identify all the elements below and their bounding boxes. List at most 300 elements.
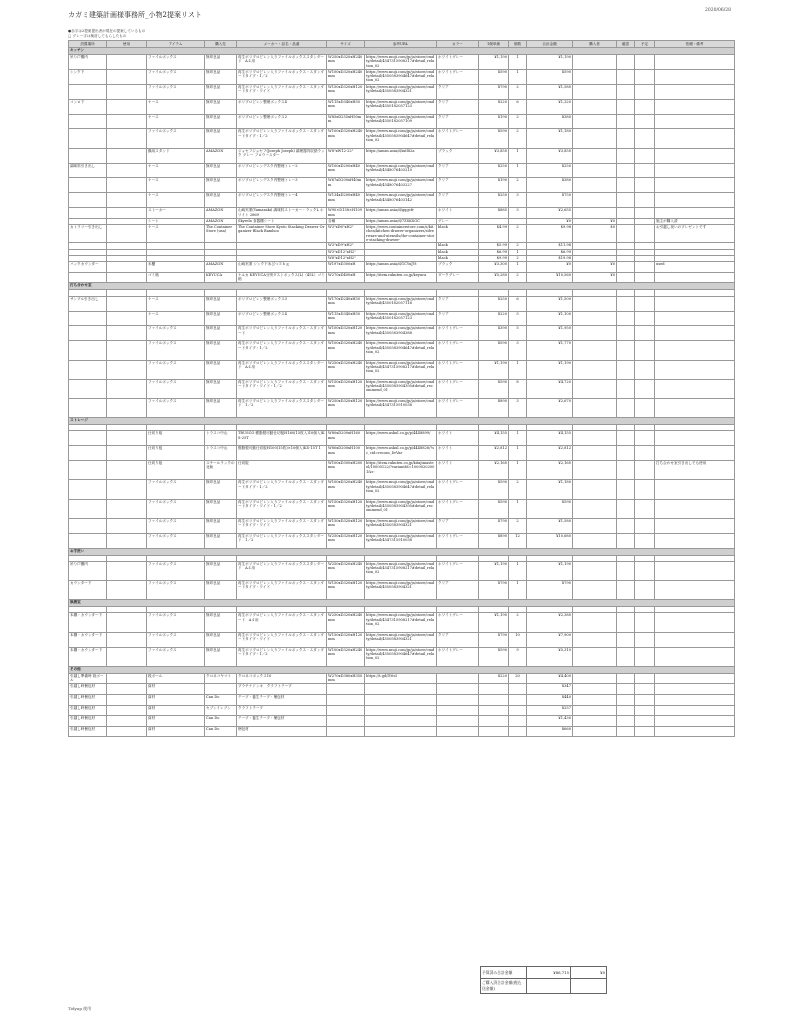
cell-use [107, 262, 147, 273]
cell-total: ¥1,190 [527, 561, 573, 580]
cell-qty: 1 [509, 69, 527, 84]
column-header: カラー [437, 41, 479, 48]
cell-place: サンプル引き出し [69, 296, 107, 311]
total-purchased-value [527, 979, 571, 994]
cell-url[interactable]: https://www.muji.com/jp/ja/store/cmdty/detail/4550182057109 [365, 114, 437, 129]
cell-use [107, 684, 147, 695]
cell-url[interactable]: https://www.muji.com/jp/ja/store/cmdty/detail/4547315908217#detail_relation_02 [365, 561, 437, 580]
cell-buyer [573, 580, 617, 599]
cell-place: 引越し時梱包材 [69, 705, 107, 716]
cell-product: 再生ポリプロピレン入りファイルボックス・スタンダードタイプ・ワイド・1／2 [237, 499, 327, 518]
cell-product: 再生ポリプロピレン入りファイルボックス・スタンダードタイプ・ワイド [237, 632, 327, 647]
cell-place [69, 193, 107, 208]
cell-buyer [573, 178, 617, 193]
cell-memo [655, 148, 735, 163]
table-row [69, 69, 735, 84]
cell-shop: 無印良品 [205, 580, 237, 599]
cell-place: 引越し時梱包材 [69, 694, 107, 705]
table-row [69, 580, 735, 599]
cell-url[interactable]: https://www.muji.com/jp/ja/store/cmdty/detail/4550583904647#detail_relation_02 [365, 647, 437, 666]
cell-qty [509, 705, 527, 716]
cell-item: ケース [147, 311, 205, 326]
table-row [69, 726, 735, 737]
cell-url[interactable]: https://www.muji.com/jp/ja/store/cmdty/detail/4550182057123 [365, 99, 437, 114]
cell-plan [635, 647, 655, 666]
cell-use [107, 533, 147, 548]
cell-place [69, 84, 107, 99]
cell-unit: ¥3,850 [479, 148, 509, 163]
cell-total: ¥0 [527, 218, 573, 224]
table-row [69, 632, 735, 647]
cell-use [107, 461, 147, 480]
cell-total: ¥4,400 [527, 673, 573, 684]
cell-item: ケース [147, 178, 205, 193]
cell-plan [635, 129, 655, 148]
cell-qty: 5 [509, 326, 527, 341]
cell-size: W250xD320xH240mm [327, 613, 365, 632]
cell-plan [635, 533, 655, 548]
cell-buyer [573, 114, 617, 129]
cell-qty: 2 [509, 129, 527, 148]
section-title: その他 [69, 666, 735, 673]
cell-color: ホワイト [437, 446, 479, 461]
cell-shop: 無印良品 [205, 55, 237, 70]
cell-use [107, 163, 147, 178]
cell-color: ブラック [437, 148, 479, 163]
cell-shop: 無印良品 [205, 129, 237, 148]
cell-size: W100xD300xH200mm [327, 461, 365, 480]
cell-check [617, 163, 635, 178]
section-header-row [69, 283, 735, 290]
cell-qty: 3 [509, 398, 527, 417]
cell-place: 吊り戸棚内 [69, 55, 107, 70]
cell-size: W6"xD12"xH2" [327, 255, 365, 261]
cell-check [617, 684, 635, 695]
cell-color: クリア [437, 580, 479, 599]
cell-url[interactable]: https://www.muji.com/jp/ja/store/cmdty/detail/4550583904388 [365, 326, 437, 341]
cell-product: ポリプロピレン整理ボックス3 [237, 296, 327, 311]
cell-shop: KEYUCA [205, 272, 237, 283]
cell-item: 資材 [147, 716, 205, 727]
cell-url [365, 726, 437, 737]
cell-use [107, 499, 147, 518]
cell-buyer [573, 446, 617, 461]
cell-url[interactable]: https://www.muji.com/jp/ja/store/cmdty/detail/4547315910038 [365, 398, 437, 417]
table-row [69, 499, 735, 518]
cell-check [617, 148, 635, 163]
cell-unit: ¥390 [479, 326, 509, 341]
section-header-row [69, 666, 735, 673]
cell-unit: ¥790 [479, 580, 509, 599]
cell-url[interactable]: https://amzn.asia/d/gqgcfr [365, 208, 437, 219]
cell-shop: 無印良品 [205, 647, 237, 666]
cell-total: ¥257 [527, 705, 573, 716]
cell-unit: ¥890 [479, 533, 509, 548]
cell-place [69, 499, 107, 518]
cell-item: ファイルボックス [147, 341, 205, 360]
cell-plan [635, 163, 655, 178]
cell-item: ファイルボックス [147, 398, 205, 417]
cell-unit: ¥1,190 [479, 613, 509, 632]
table-row [69, 84, 735, 99]
section-header-row [69, 548, 735, 555]
cell-buyer [573, 163, 617, 178]
cell-use [107, 647, 147, 666]
cell-memo [655, 716, 735, 727]
cell-product: クラフトテープ [237, 705, 327, 716]
cell-shop: セブンイレブン [205, 705, 237, 716]
cell-color: クリア [437, 518, 479, 533]
cell-item: ファイルボックス [147, 632, 205, 647]
cell-use [107, 148, 147, 163]
table-row [69, 55, 735, 70]
cell-color: クリア [437, 632, 479, 647]
cell-url[interactable]: https://www.muji.com/jp/ja/store/cmdty/detail/4547315910038 [365, 533, 437, 548]
cell-buyer [573, 55, 617, 70]
cell-total: ¥7,900 [527, 632, 573, 647]
cell-color: ホワイト [437, 461, 479, 480]
cell-buyer [573, 613, 617, 632]
cell-color [437, 673, 479, 684]
column-header: 合計金額 [527, 41, 573, 48]
cell-size: W150xD320xH120mm [327, 84, 365, 99]
cell-plan [635, 461, 655, 480]
column-header: 予定 [635, 41, 655, 48]
table-row [69, 341, 735, 360]
cell-shop: 無印良品 [205, 99, 237, 114]
total-budget-label: 予算済み合計金額 [481, 967, 527, 979]
cell-url[interactable]: https://www.muji.com/jp/ja/store/cmdty/detail/4548076403210 [365, 163, 437, 178]
cell-url[interactable]: https://item.rakuten.co.jp/kitajimasteel/10000122/?variantId=10000202001&s- [365, 461, 437, 480]
cell-unit: $4.99 [479, 225, 509, 243]
cell-memo [655, 673, 735, 684]
cell-unit: ¥885 [479, 208, 509, 219]
column-header: 設置場所 [69, 41, 107, 48]
cell-use [107, 296, 147, 311]
cell-product: 再生ポリプロピレン入りファイルボックス・スタンダードタイプ・1／2 [237, 69, 327, 84]
cell-qty: 1 [509, 499, 527, 518]
cell-shop [205, 684, 237, 695]
cell-total: ¥250 [527, 163, 573, 178]
cell-unit: ¥250 [479, 296, 509, 311]
cell-place [69, 272, 107, 283]
cell-unit: ¥2,160 [479, 461, 509, 480]
total-purchased-label: ご購入済合計金額(税込送金額) [481, 979, 527, 994]
table-row [69, 446, 735, 461]
section-header-row [69, 48, 735, 55]
cell-place [69, 129, 107, 148]
cell-item: 資材 [147, 684, 205, 695]
table-row [69, 193, 735, 208]
cell-plan [635, 341, 655, 360]
cell-qty: 2 [509, 255, 527, 261]
cell-unit: ¥5,280 [479, 272, 509, 283]
cell-size: W250xD320xH240mm [327, 55, 365, 70]
cell-place: コンロ下 [69, 99, 107, 114]
cell-place: 引越し時梱包材 [69, 716, 107, 727]
cell-shop: 無印良品 [205, 480, 237, 499]
cell-plan [635, 694, 655, 705]
cell-check [617, 272, 635, 283]
cell-check [617, 326, 635, 341]
cell-unit: ¥1,190 [479, 561, 509, 580]
table-row [69, 148, 735, 163]
cell-item: ファイルボックス [147, 533, 205, 548]
table-row [69, 114, 735, 129]
column-header: 1個単価 [479, 41, 509, 48]
cell-size: W150xD320xH120mm [327, 379, 365, 398]
cell-unit: ¥590 [479, 129, 509, 148]
cell-check [617, 99, 635, 114]
table-row [69, 225, 735, 243]
cell-use [107, 613, 147, 632]
cell-buyer [573, 148, 617, 163]
cell-url[interactable]: https://www.muji.com/jp/ja/store/cmdty/detail/4548076403227 [365, 178, 437, 193]
cell-qty: 10 [509, 632, 527, 647]
cell-product: ケユカ KEYUCA分別ダストボックス(L)（45L）ゴミ箱 [238, 272, 325, 282]
cell-check [617, 84, 635, 99]
cell-color: クリア [437, 178, 479, 193]
cell-unit: $9.99 [479, 255, 509, 261]
cell-url[interactable]: https://www.muji.com/jp/ja/store/cmdty/detail/4550583904321 [365, 632, 437, 647]
cell-url[interactable]: https://www.muji.com/jp/ja/store/cmdty/detail/4547315908217#detail_relation_02 [365, 613, 437, 632]
cell-plan [635, 684, 655, 695]
cell-color: ホワイトグレー [437, 326, 479, 341]
column-header: メーカー・品名・品番 [237, 41, 327, 48]
cell-buyer [573, 673, 617, 684]
cell-plan [635, 613, 655, 632]
cell-shop: 無印良品 [205, 193, 237, 208]
cell-qty [509, 684, 527, 695]
cell-color [437, 716, 479, 727]
cell-url[interactable]: https://www.muji.com/jp/ja/store/cmdty/detail/4548076403142 [365, 193, 437, 208]
cell-item: ファイルボックス [147, 518, 205, 533]
cell-product: 再生ポリプロピレン入りファイルボックススタンダード 1／2 [237, 398, 327, 417]
cell-buyer [573, 480, 617, 499]
cell-shop: 無印良品 [205, 341, 237, 360]
column-header: アイテム [147, 41, 205, 48]
cell-url[interactable]: https://www.askul.co.jp/p/4448828/?sc_cid=recom_DrVar [365, 446, 437, 461]
cell-size: W270xD380xH350mm [327, 673, 365, 684]
cell-url[interactable]: https://www.muji.com/jp/ja/store/cmdty/detail/4550583904321 [365, 580, 437, 599]
cell-url[interactable]: https://amzn.asia/d/1CYuJYt [365, 262, 437, 273]
cell-unit: ¥2,812 [479, 446, 509, 461]
cell-url[interactable]: https://www.muji.com/jp/ja/store/cmdty/detail/4547315908217#detail_relation_02 [365, 360, 437, 379]
cell-size: W250xD320xH120mm [327, 398, 365, 417]
cell-size: W100xD200xH40mm [327, 163, 365, 178]
cell-memo [655, 55, 735, 70]
cell-product: 再生ポリプロピレン入りファイルボックススタンダード A４用 [237, 55, 327, 70]
cell-url[interactable]: https://www.askul.co.jp/p/4448899/ [365, 431, 437, 446]
cell-check [617, 129, 635, 148]
cell-url[interactable]: https://amzn.asia/d/7ZSKSGC [365, 218, 437, 224]
table-row [69, 480, 735, 499]
cell-qty: 1 [509, 163, 527, 178]
cell-plan [635, 262, 655, 273]
section-title: ストレージ [69, 418, 735, 425]
cell-place: 引越し時梱包材 [69, 726, 107, 737]
cell-color: ホワイト [437, 431, 479, 446]
cell-shop: 無印良品 [205, 114, 237, 129]
cell-shop: 無印良品 [205, 499, 237, 518]
cell-url[interactable]: https://www.muji.com/jp/ja/store/cmdty/detail/4550583904395#detail_recommend_01 [365, 379, 437, 398]
cell-item: 資材 [147, 705, 205, 716]
cell-url[interactable]: https://www.muji.com/jp/ja/store/cmdty/detail/4550182057123 [365, 311, 437, 326]
cell-check [617, 225, 635, 243]
column-header: 使用 [107, 41, 147, 48]
cell-qty: 1 [509, 148, 527, 163]
cell-unit: ¥190 [479, 114, 509, 129]
cell-buyer [573, 193, 617, 208]
cell-url[interactable]: https://www.muji.com/jp/ja/store/cmdty/detail/4550583904321 [365, 84, 437, 99]
cell-url[interactable]: https://item.rakuten.co.jp/keyuca [365, 272, 437, 283]
cell-url[interactable]: https://amzn.asia/d/iatl82a [365, 148, 437, 163]
cell-plan [635, 193, 655, 208]
cell-buyer [573, 533, 617, 548]
cell-total: ¥1,950 [527, 326, 573, 341]
column-header: 個数 [509, 41, 527, 48]
cell-unit [479, 716, 509, 727]
cell-item: ケース [147, 99, 205, 114]
cell-item: 資材 [147, 694, 205, 705]
cell-plan [635, 431, 655, 446]
cell-unit: ¥220 [479, 673, 509, 684]
table-row [69, 129, 735, 148]
cell-item: ファイルボックス [147, 84, 205, 99]
cell-total: ¥1,770 [527, 341, 573, 360]
total-budget-buyer: ¥0 [571, 967, 607, 979]
column-header: 購入先 [205, 41, 237, 48]
cell-qty [509, 694, 527, 705]
cell-unit: ¥250 [479, 163, 509, 178]
cell-color: クリア [437, 311, 479, 326]
cell-total: $19.98 [527, 255, 573, 261]
cell-buyer: ¥0 [573, 272, 617, 283]
cell-url[interactable]: https://www.muji.com/jp/ja/store/cmdty/detail/4550583904321 [365, 518, 437, 533]
cell-url[interactable]: https://www.muji.com/jp/ja/store/cmdty/detail/4550583904395#detail_recommend_01 [365, 499, 437, 518]
cell-buyer [573, 326, 617, 341]
cell-url[interactable]: https://www.muji.com/jp/ja/store/cmdty/detail/4550583904647#detail_relation_02 [365, 129, 437, 148]
cell-plan [635, 673, 655, 684]
cell-use [107, 326, 147, 341]
cell-total: ¥2,655 [527, 208, 573, 219]
cell-check [617, 360, 635, 379]
cell-plan [635, 398, 655, 417]
cell-memo [655, 311, 735, 326]
cell-memo [655, 398, 735, 417]
totals-table [480, 966, 607, 994]
cell-url[interactable]: https://www.muji.com/jp/ja/store/cmdty/detail/4550583904647#detail_relation_02 [365, 480, 437, 499]
cell-memo [655, 326, 735, 341]
table-row [69, 533, 735, 548]
cell-size: W100xD320xH120mm [327, 326, 365, 341]
cell-color: ホワイトグレー [437, 613, 479, 632]
table-row [69, 684, 735, 695]
cell-qty: 2 [509, 178, 527, 193]
cell-product: Skyrela 食器棚シート [237, 218, 327, 224]
cell-size: 各種 [327, 218, 365, 224]
cell-total: ¥1,180 [527, 480, 573, 499]
cell-size: W100xD320xH240mm [327, 480, 365, 499]
cell-url[interactable]: https://www.muji.com/jp/ja/store/cmdty/detail/4547315908217#detail_relation_02 [365, 55, 437, 70]
cell-unit [479, 684, 509, 695]
cell-size [327, 726, 365, 737]
cell-plan [635, 55, 655, 70]
cell-check [617, 178, 635, 193]
cell-check [617, 296, 635, 311]
cell-qty: 2 [509, 272, 527, 283]
cell-unit: ¥790 [479, 84, 509, 99]
cell-item: 仕切り板 [147, 431, 205, 446]
cell-item: ケース [147, 296, 205, 311]
cell-use [107, 726, 147, 737]
cell-unit: ¥590 [479, 480, 509, 499]
cell-use [107, 398, 147, 417]
cell-product: TRUSCO 樹脂製可動仕切板H160(15枚入)10個入)KS-25T [237, 431, 327, 446]
cell-product: ポリプロピレンデスク内整理トレー3 [237, 178, 327, 193]
cell-buyer [573, 129, 617, 148]
cell-place: 本棚・カウンター下 [69, 632, 107, 647]
cell-url[interactable]: https://www.muji.com/jp/ja/store/cmdty/detail/4550583904647#detail_relation_02 [365, 341, 437, 360]
cell-memo [655, 613, 735, 632]
cell-buyer [573, 431, 617, 446]
cell-url[interactable]: https://www.containerstore.com/s/kitchen/kitchen-drawer-organizers/silverware-and-utensils/the-container-store-stacking-drawer- [365, 225, 437, 243]
cell-plan [635, 148, 655, 163]
cell-size: W8"xW12-22" [327, 148, 365, 163]
cell-unit: ¥590 [479, 341, 509, 360]
cell-buyer [573, 296, 617, 311]
cell-place [69, 480, 107, 499]
cell-buyer [573, 84, 617, 99]
column-header: 依頼・備考 [655, 41, 735, 48]
cell-qty: 1 [509, 55, 527, 70]
cell-shop: 無印良品 [205, 533, 237, 548]
cell-size: W170xD240xH50mm [327, 296, 365, 311]
cell-use [107, 561, 147, 580]
cell-use [107, 272, 147, 283]
cell-color: ホワイトグレー [437, 55, 479, 70]
cell-qty: 6 [509, 296, 527, 311]
cell-buyer [573, 208, 617, 219]
cell-buyer [573, 99, 617, 114]
table-row [69, 647, 735, 666]
cell-url[interactable]: https://www.muji.com/jp/ja/store/cmdty/detail/4550583904647#detail_relation_02 [365, 69, 437, 84]
cell-memo [655, 99, 735, 114]
cell-color: クリア [437, 163, 479, 178]
cell-place [69, 148, 107, 163]
table-row [69, 613, 735, 632]
cell-memo [655, 726, 735, 737]
cell-memo [655, 178, 735, 193]
cell-color: ホワイトグレー [437, 379, 479, 398]
cell-place [69, 311, 107, 326]
cell-product: プラチナドンキ クラフトテープ [237, 684, 327, 695]
cell-color: ホワイト [437, 208, 479, 219]
cell-size: W100xD320xH240mm [327, 647, 365, 666]
cell-memo [655, 533, 735, 548]
cell-url[interactable]: https://t.gd/IY6r2 [365, 673, 437, 684]
cell-size: W100xD320xH240mm [327, 69, 365, 84]
cell-product: ポリプロピレンデスク内整理トレー4 [237, 193, 327, 208]
cell-url[interactable]: https://www.muji.com/jp/ja/store/cmdty/detail/4550182057116 [365, 296, 437, 311]
cell-memo [655, 694, 735, 705]
cell-item: ストーカー [147, 208, 205, 219]
cell-plan [635, 84, 655, 99]
cell-size [327, 705, 365, 716]
cell-shop: 無印良品 [205, 311, 237, 326]
cell-buyer: ¥0 [573, 218, 617, 224]
cell-qty: 2 [509, 243, 527, 249]
